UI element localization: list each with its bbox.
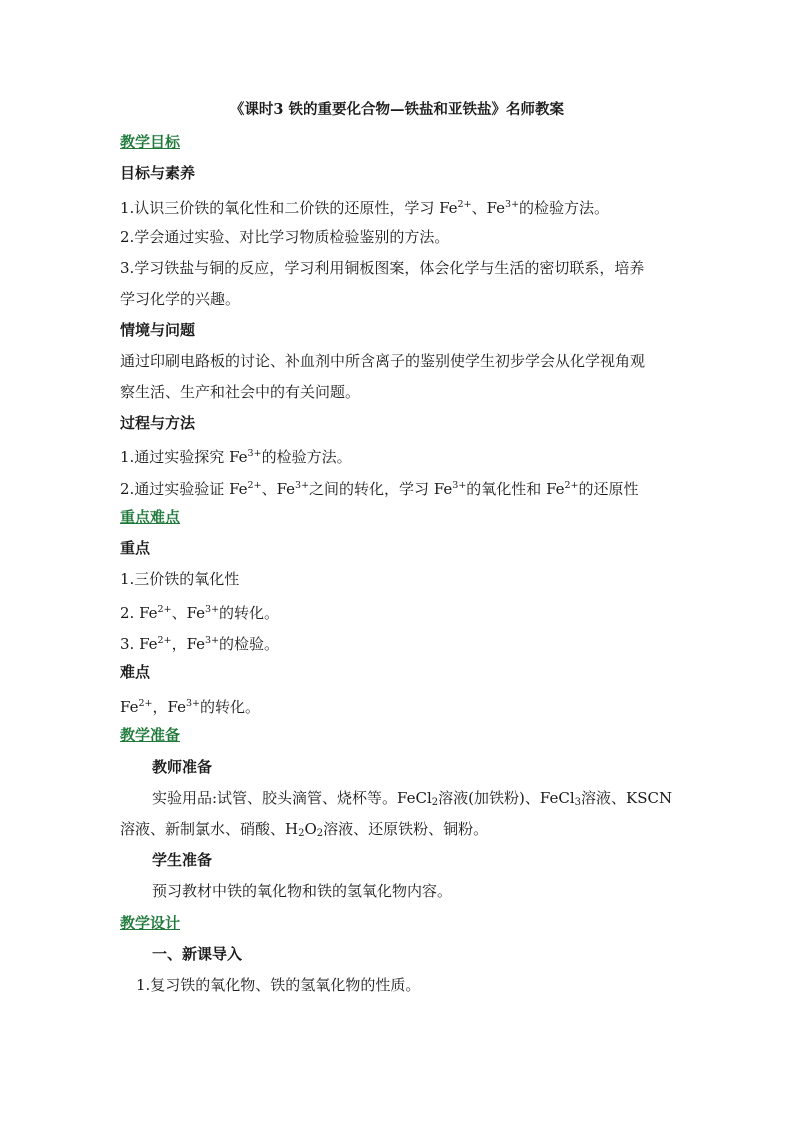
materials-line-2: 溶液、新制氯水、硝酸、$H_2O_2$溶液、还原铁粉、铜粉。: [120, 820, 489, 839]
goal-item-3-line1: 3.学习铁盐与铜的反应，学习利用铜板图案，体会化学与生活的密切联系，培养: [120, 259, 645, 277]
subheading-new-lesson-intro: 一、新课导入: [152, 945, 243, 963]
process-item-1: 1.通过实验探究 $Fe^{3+}$的检验方法。: [120, 448, 352, 466]
heading-design: 教学设计: [120, 914, 181, 932]
goal-item-3-line2: 学习化学的兴趣。: [120, 290, 241, 308]
subheading-situation: 情境与问题: [120, 321, 196, 339]
design-item-1: 1.复习铁的氧化物、铁的氢氧化物的性质。: [136, 976, 421, 994]
difficulty-item: $Fe^{2+}$，$Fe^{3+}$的转化。: [120, 698, 260, 716]
situation-line-1: 通过印刷电路板的讨论、补血剂中所含离子的鉴别使学生初步学会从化学视角观: [120, 352, 646, 370]
student-prep-text: 预习教材中铁的氧化物和铁的氢氧化物内容。: [152, 882, 453, 900]
key-item-1: 1.三价铁的氧化性: [120, 570, 240, 588]
process-item-2: 2.通过实验验证 $Fe^{2+}$、$Fe^{3+}$之间的转化，学习 $Fe^{3+}$的氧化性和 $Fe^{2+}$的还原性: [120, 480, 639, 498]
materials-line-1: 实验用品:试管、胶头滴管、烧杯等。FeCl$_2$溶液(加铁粉)、FeCl$_3$溶液、KSCN: [152, 789, 673, 808]
subheading-teacher-prep: 教师准备: [152, 758, 213, 776]
document-title: 《课时3 铁的重要化合物—铁盐和亚铁盐》名师教案: [229, 101, 565, 118]
subheading-goals-literacy: 目标与素养: [120, 164, 196, 182]
key-item-2: 2. $Fe^{2+}$、$Fe^{3+}$的转化。: [120, 604, 280, 622]
subheading-difficulty: 难点: [120, 663, 151, 681]
goal-item-2: 2.学会通过实验、对比学习物质检验鉴别的方法。: [120, 228, 450, 246]
subheading-student-prep: 学生准备: [152, 851, 213, 869]
situation-line-2: 察生活、生产和社会中的有关问题。: [120, 383, 361, 401]
key-item-3: 3. $Fe^{2+}$，$Fe^{3+}$的检验。: [120, 635, 280, 653]
goal-item-1: 1.认识三价铁的氧化性和二价铁的还原性，学习 $Fe^{2+}$、$Fe^{3+}$的检验方法。: [120, 199, 610, 217]
heading-preparation: 教学准备: [120, 726, 181, 744]
heading-teaching-goals: 教学目标: [120, 133, 181, 151]
heading-key-points: 重点难点: [120, 508, 181, 526]
subheading-process: 过程与方法: [120, 414, 196, 432]
subheading-key: 重点: [120, 539, 151, 557]
